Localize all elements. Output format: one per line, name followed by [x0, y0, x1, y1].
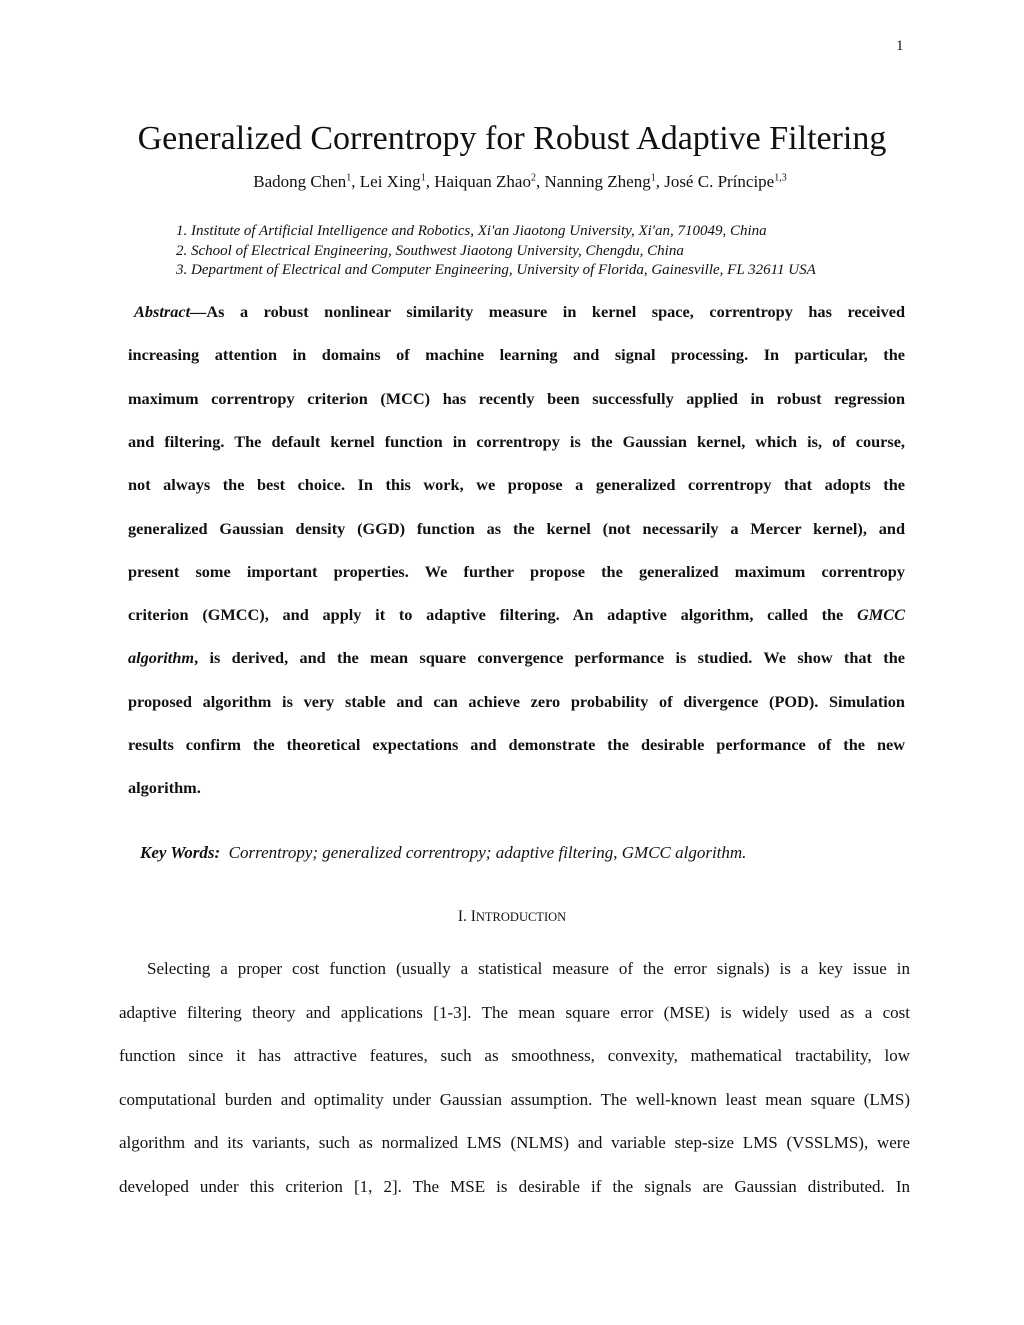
- affiliation: 1. Institute of Artificial Intelligence and Robotics, Xi'an Jiaotong University, Xi'an, 710049, China: [176, 223, 767, 239]
- keywords: [140, 843, 746, 863]
- author-name: Haiquan Zhao: [434, 172, 531, 191]
- abstract-text: present some important properties. We further propose the generalized maximum correntropy: [128, 561, 905, 581]
- abstract-text: GMCC: [857, 605, 905, 625]
- abstract-text: , is derived, and the mean square convergence performance is studied. We show that the: [194, 648, 905, 668]
- abstract-line: [128, 778, 905, 798]
- abstract-text: not always the best choice. In this work, we propose a generalized correntropy that adopts the: [128, 475, 905, 495]
- abstract-text: and filtering. The default kernel function in correntropy is the Gaussian kernel, which is, of course,: [128, 431, 905, 451]
- body-text-line: Selecting a proper cost function (usually a statistical measure of the error signals) is a key issue in: [147, 959, 910, 978]
- author-affiliation-mark: 2: [530, 172, 536, 184]
- keywords-value: Correntropy; generalized correntropy; adaptive filtering, GMCC algorithm.: [228, 843, 747, 862]
- section-heading-text: NTRODUCTION: [475, 910, 567, 924]
- affiliation: 3. Department of Electrical and Computer Engineering, University of Florida, Gainesville, FL 32611 USA: [176, 262, 816, 278]
- abstract-line: [128, 605, 905, 625]
- body-text-line: developed under this criterion [1, 2]. The MSE is desirable if the signals are Gaussian distributed. In: [119, 1177, 910, 1196]
- body-text-line: adaptive filtering theory and applications [1-3]. The mean square error (MSE) is widely used as a cost: [119, 1002, 910, 1022]
- abstract-line: [128, 432, 905, 452]
- abstract-line: [128, 735, 905, 755]
- author-affiliation-mark: 1,3: [774, 172, 787, 184]
- paper-title: Generalized Correntropy for Robust Adaptive Filtering: [137, 120, 887, 157]
- abstract-text: increasing attention in domains of machine learning and signal processing. In particular, the: [128, 345, 905, 365]
- abstract-text: generalized Gaussian density (GGD) function as the kernel (not necessarily a Mercer kernel), and: [128, 518, 905, 538]
- author-separator: ,: [351, 172, 360, 191]
- page-number: 1: [896, 38, 904, 54]
- section-heading: [0, 908, 1024, 926]
- abstract-line: [128, 519, 905, 539]
- author-affiliation-mark: 1: [420, 172, 426, 184]
- author-affiliation-mark: 1: [650, 172, 656, 184]
- abstract-line: [128, 692, 905, 712]
- abstract-text: algorithm.: [128, 778, 201, 798]
- author-separator: ,: [425, 172, 435, 191]
- body-text-line: computational burden and optimality under Gaussian assumption. The well-known least mean square (LMS): [119, 1089, 910, 1109]
- affiliations: [176, 222, 816, 281]
- author-name: Badong Chen: [253, 172, 347, 191]
- author-name: José C. Príncipe: [664, 172, 775, 191]
- author-name: Nanning Zheng: [544, 172, 651, 191]
- author-list: [0, 172, 1024, 192]
- abstract-text: Abstract—: [134, 302, 207, 321]
- abstract-line: [128, 475, 905, 495]
- body-text-line: algorithm and its variants, such as normalized LMS (NLMS) and variable step-size LMS (VSSLMS), were: [119, 1133, 910, 1153]
- author-name: Lei Xing: [359, 172, 421, 191]
- author-separator: ,: [655, 172, 665, 191]
- affiliation: 2. School of Electrical Engineering, Southwest Jiaotong University, Chengdu, China: [176, 242, 684, 259]
- section-heading-num: I. I: [457, 908, 476, 925]
- abstract-line: [134, 302, 905, 322]
- abstract-line: [128, 389, 905, 409]
- abstract-line: [128, 345, 905, 365]
- abstract-line: [128, 648, 905, 668]
- abstract-text: maximum correntropy criterion (MCC) has recently been successfully applied in robust regression: [128, 388, 905, 408]
- abstract-text: proposed algorithm is very stable and can achieve zero probability of divergence (POD). Simulation: [128, 691, 905, 711]
- body-text-line: function since it has attractive features, such as smoothness, convexity, mathematical tractability, low: [119, 1046, 910, 1066]
- keywords-label: Key Words:: [140, 843, 221, 862]
- abstract-text: algorithm: [128, 648, 195, 668]
- abstract-line: [128, 562, 905, 582]
- author-separator: ,: [535, 172, 545, 191]
- author-affiliation-mark: 1: [346, 172, 352, 184]
- abstract-text: results confirm the theoretical expectations and demonstrate the desirable performance of the new: [128, 735, 905, 754]
- abstract-text: criterion (GMCC), and apply it to adaptive filtering. An adaptive algorithm, called the: [128, 605, 858, 625]
- abstract-text: As a robust nonlinear similarity measure in kernel space, correntropy has received: [206, 302, 905, 321]
